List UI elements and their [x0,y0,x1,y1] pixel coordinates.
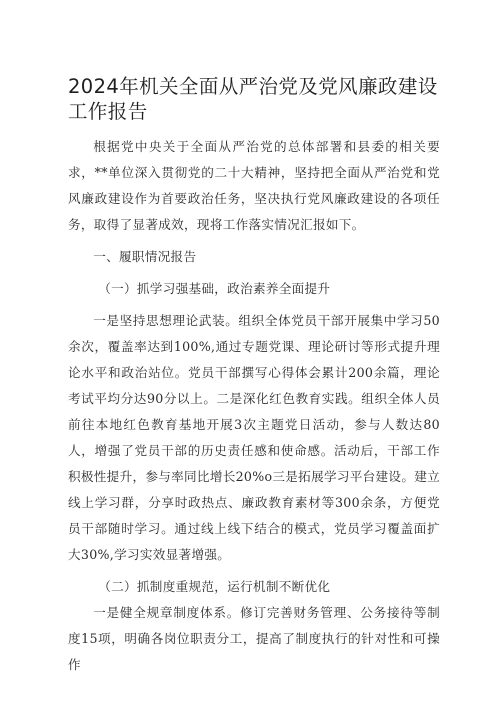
intro-paragraph: 根据党中央关于全面从严治党的总体部署和县委的相关要求，**单位深入贯彻党的二十大精神，坚持把全面从严治党和党风廉政建设作为首要政治任务，坚决执行党风廉政建设的各项任务，取得了显著成效，现将工作落实情况汇报如下。 [68,139,440,232]
document-title: 2024年机关全面从严治党及党风廉政建设工作报告 [68,75,438,123]
subsection-paragraph: 一是坚持思想理论武装。组织全体党员干部开展集中学习50余次，覆盖率达到100%,通过专题党课、理论研讨等形式提升理论水平和政治站位。党员干部撰写心得体会累计200余篇，理论考试平均分达90分以上。二是深化红色教育实践。组织全体人员前往本地红色教育基地开展3次主题党日活动，参与人数达80人，增强了党员干部的历史责任感和使命感。活动后，干部工作积极性提升，参与率同比增长20%o三是拓展学习平台建设。建立线上学习群，分享时政热点、廉政教育素材等300余条，方便党员干部随时学习。通过线上线下结合的模式，党员学习覆盖面扩大30%,学习实效显著增强。 [68,313,441,562]
subsection-heading: （二）抓制度重规范，运行机制不断优化 [98,579,331,594]
document-body [68,134,440,678]
subsection-paragraph: 一是健全规章制度体系。修订完善财务管理、公务接待等制度15项，明确各岗位职责分工，提高了制度执行的针对性和可操作 [68,605,440,672]
subsection-heading: （一）抓学习强基础，政治素养全面提升 [98,281,331,296]
section-heading: 一、履职情况报告 [93,249,197,264]
